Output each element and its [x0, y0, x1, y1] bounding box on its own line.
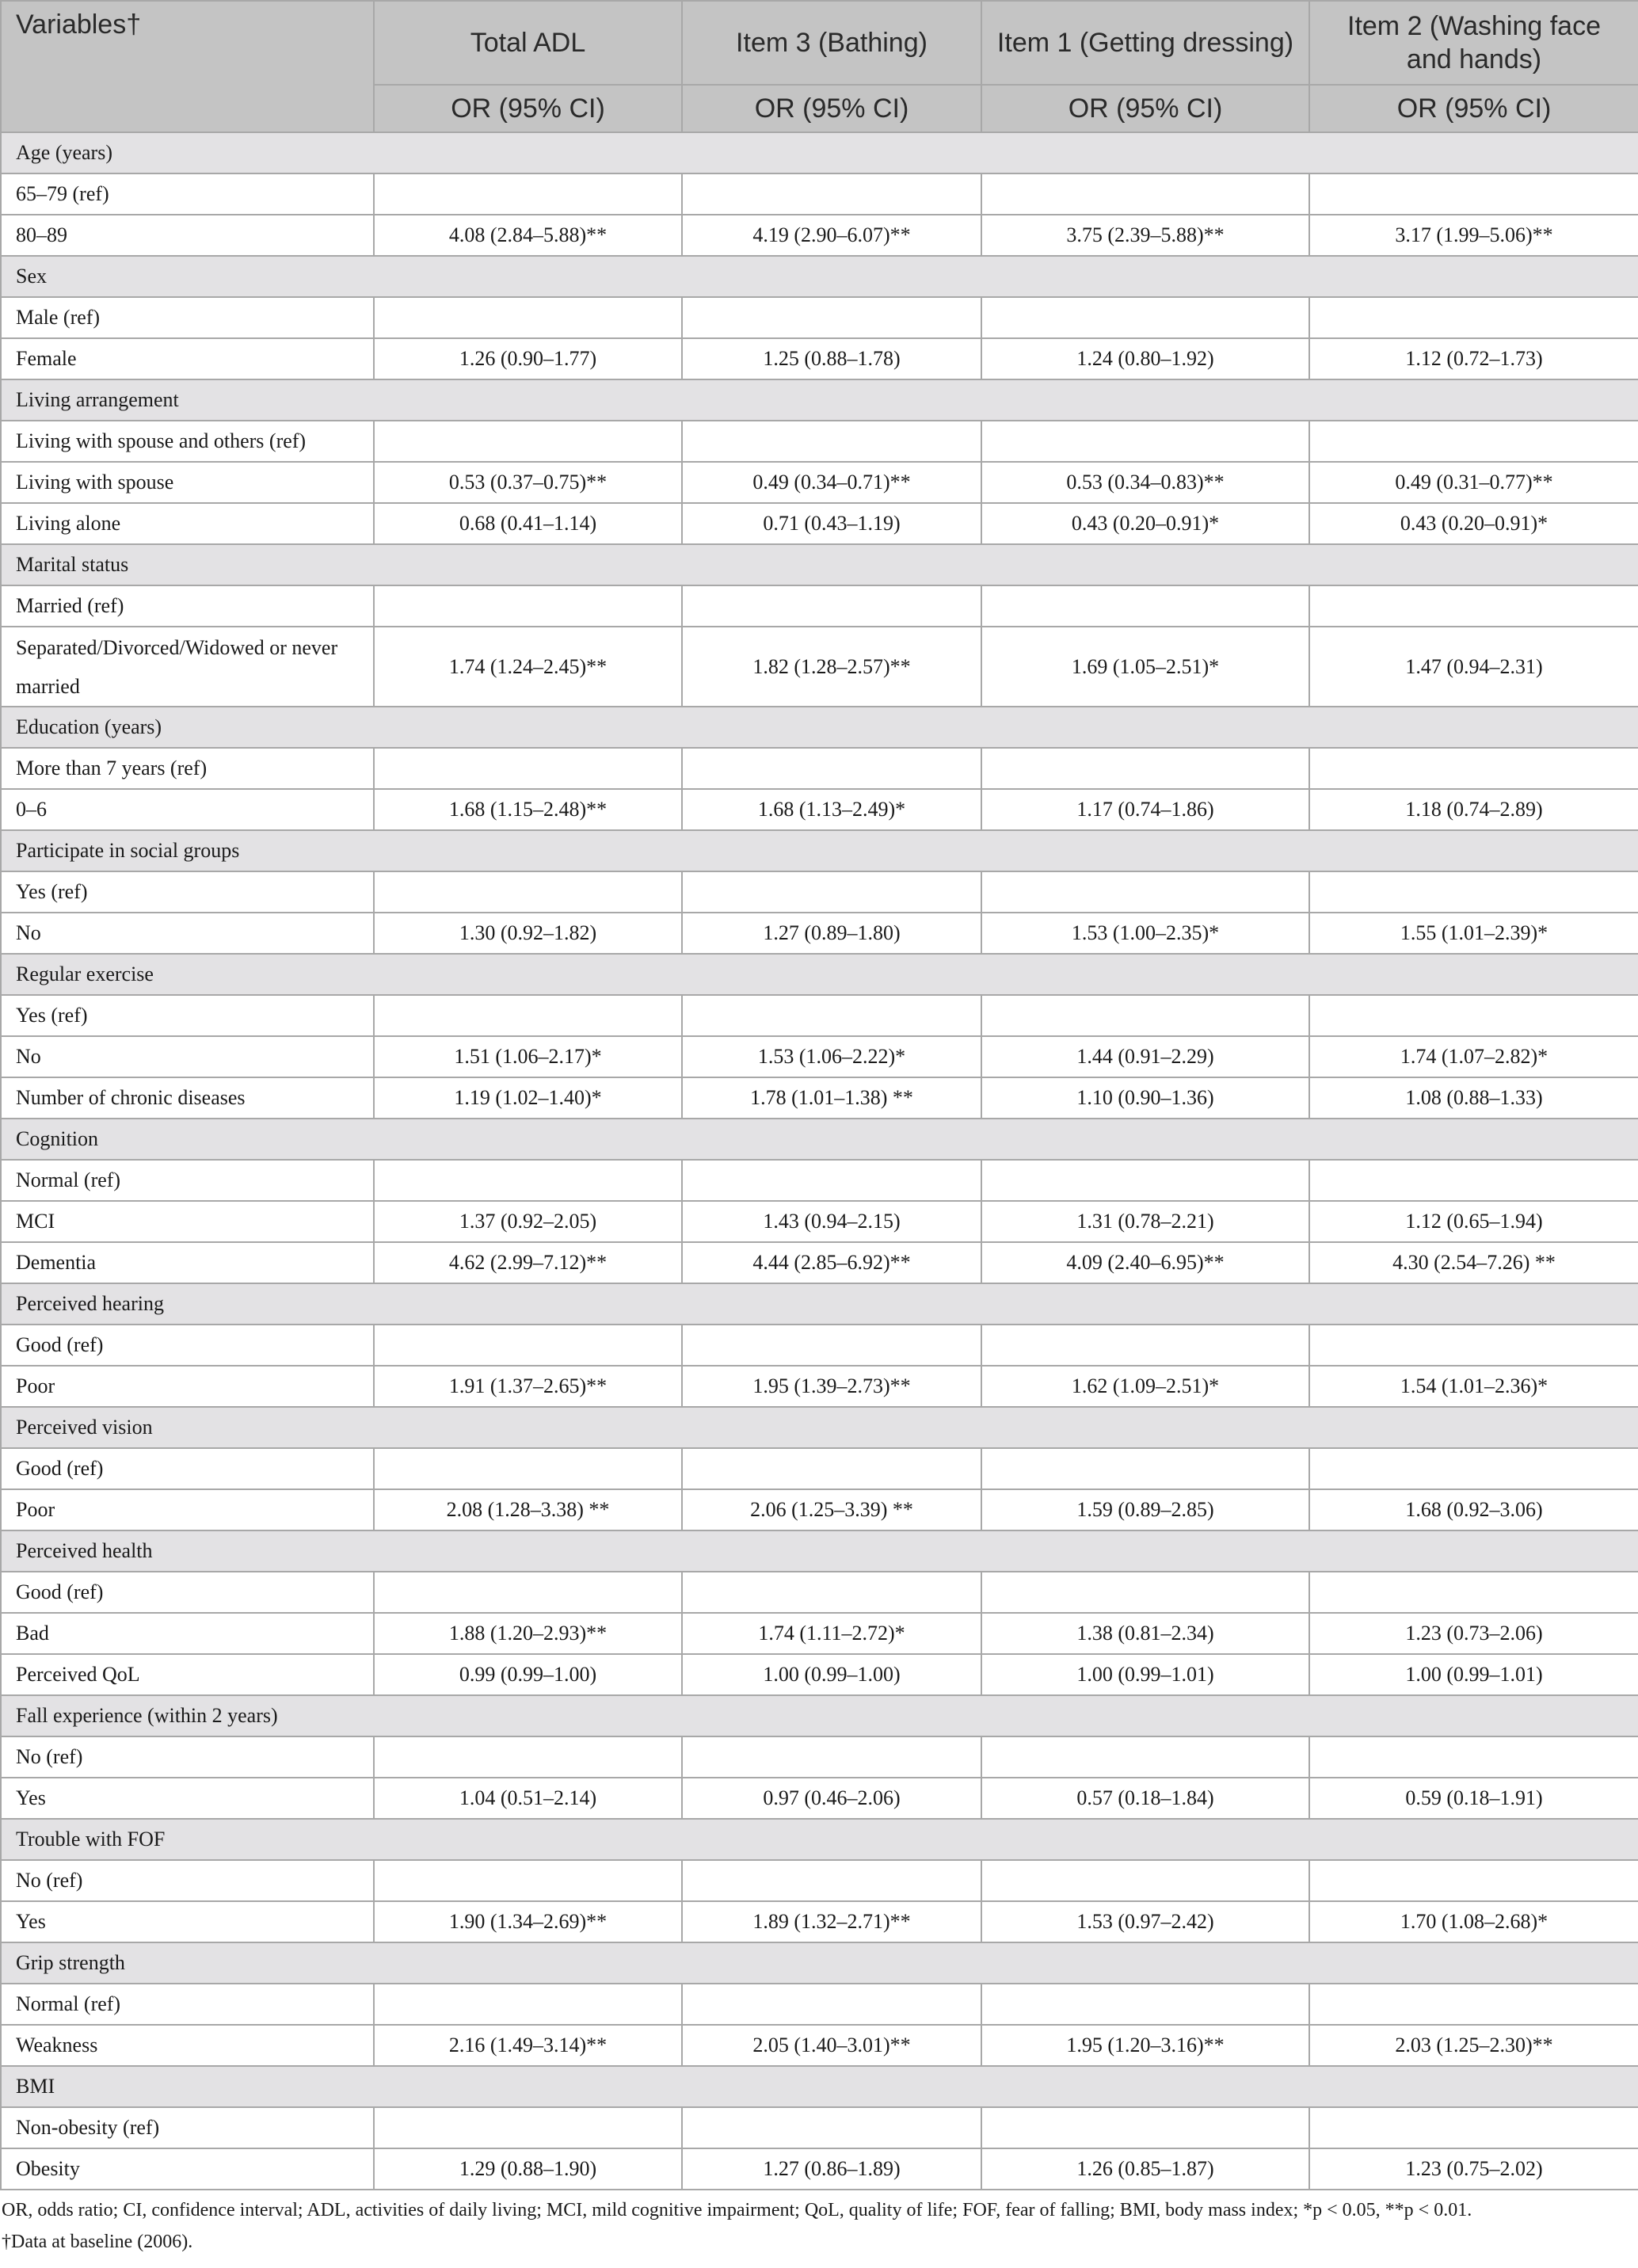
- table-row: [1, 1489, 1638, 1530]
- table-row: [1, 1036, 1638, 1077]
- or-value-cell: [1309, 1736, 1638, 1778]
- table-row: [1, 1201, 1638, 1242]
- row-label: Living with spouse and others (ref): [1, 421, 374, 462]
- or-value-cell: [374, 2107, 682, 2148]
- group-label: Perceived hearing: [1, 1283, 1638, 1325]
- or-value-cell: 1.08 (0.88–1.33): [1309, 1077, 1638, 1119]
- or-value-cell: 1.19 (1.02–1.40)*: [374, 1077, 682, 1119]
- variables-header: Variables†: [1, 1, 374, 132]
- footnote-abbreviations: OR, odds ratio; CI, confidence interval; ADL, activities of daily living; MCI, mild cognitive impairment; QoL, quality of life; FOF, fear of falling; BMI, body mass index; *p < 0.05, **p < 0.01.: [2, 2200, 1472, 2220]
- table-row: [1, 1448, 1638, 1489]
- or-value-cell: 4.09 (2.40–6.95)**: [981, 1242, 1309, 1283]
- or-value-cell: 0.57 (0.18–1.84): [981, 1778, 1309, 1819]
- group-label: Education (years): [1, 707, 1638, 748]
- group-label: Participate in social groups: [1, 830, 1638, 871]
- or-value-cell: [682, 1572, 981, 1613]
- column-header-getting-dressing: Item 1 (Getting dressing): [981, 1, 1309, 85]
- table-row: [1, 297, 1638, 338]
- or-value-cell: [374, 173, 682, 215]
- row-label: Yes: [1, 1901, 374, 1942]
- group-row: [1, 544, 1638, 585]
- or-value-cell: 1.04 (0.51–2.14): [374, 1778, 682, 1819]
- or-value-cell: 0.49 (0.34–0.71)**: [682, 462, 981, 503]
- column-header-bathing: Item 3 (Bathing): [682, 1, 981, 85]
- group-row: [1, 379, 1638, 421]
- table-row: [1, 1613, 1638, 1654]
- group-row: [1, 1283, 1638, 1325]
- or-value-cell: 1.25 (0.88–1.78): [682, 338, 981, 379]
- or-value-cell: 2.03 (1.25–2.30)**: [1309, 2025, 1638, 2066]
- row-label: No: [1, 913, 374, 954]
- or-value-cell: 0.53 (0.34–0.83)**: [981, 462, 1309, 503]
- row-label: No: [1, 1036, 374, 1077]
- row-label: 80–89: [1, 215, 374, 256]
- or-value-cell: 1.12 (0.72–1.73): [1309, 338, 1638, 379]
- or-value-cell: 4.62 (2.99–7.12)**: [374, 1242, 682, 1283]
- or-value-cell: [1309, 173, 1638, 215]
- row-label: Poor: [1, 1366, 374, 1407]
- group-row: [1, 1407, 1638, 1448]
- or-value-cell: 1.12 (0.65–1.94): [1309, 1201, 1638, 1242]
- or-value-cell: 1.23 (0.73–2.06): [1309, 1613, 1638, 1654]
- table-header: [1, 1, 1638, 132]
- or-value-cell: [374, 871, 682, 913]
- column-header-washing-face-hands: Item 2 (Washing face and hands): [1309, 1, 1638, 85]
- or-value-cell: [374, 748, 682, 789]
- or-value-cell: 1.88 (1.20–2.93)**: [374, 1613, 682, 1654]
- row-label: MCI: [1, 1201, 374, 1242]
- or-value-cell: [682, 173, 981, 215]
- row-label: No (ref): [1, 1860, 374, 1901]
- or-value-cell: 1.17 (0.74–1.86): [981, 789, 1309, 830]
- or-value-cell: 0.99 (0.99–1.00): [374, 1654, 682, 1695]
- or-value-cell: [981, 173, 1309, 215]
- group-row: [1, 132, 1638, 173]
- or-value-cell: [1309, 748, 1638, 789]
- or-value-cell: [1309, 871, 1638, 913]
- row-label: Married (ref): [1, 585, 374, 627]
- or-value-cell: 1.29 (0.88–1.90): [374, 2148, 682, 2190]
- table-row: [1, 1860, 1638, 1901]
- table-row: [1, 871, 1638, 913]
- or-value-cell: [1309, 585, 1638, 627]
- table-row: [1, 421, 1638, 462]
- or-value-cell: 1.23 (0.75–2.02): [1309, 2148, 1638, 2190]
- table-row: [1, 1654, 1638, 1695]
- or-value-cell: 1.53 (0.97–2.42): [981, 1901, 1309, 1942]
- or-value-cell: 2.16 (1.49–3.14)**: [374, 2025, 682, 2066]
- or-value-cell: 0.68 (0.41–1.14): [374, 503, 682, 544]
- or-value-cell: 1.59 (0.89–2.85): [981, 1489, 1309, 1530]
- or-value-cell: [981, 421, 1309, 462]
- or-value-cell: 1.74 (1.24–2.45)**: [374, 627, 682, 707]
- group-label: Living arrangement: [1, 379, 1638, 421]
- row-label: Good (ref): [1, 1572, 374, 1613]
- or-value-cell: 0.43 (0.20–0.91)*: [1309, 503, 1638, 544]
- table-row: [1, 2107, 1638, 2148]
- or-value-cell: 1.10 (0.90–1.36): [981, 1077, 1309, 1119]
- row-label: Living with spouse: [1, 462, 374, 503]
- table-row: [1, 338, 1638, 379]
- or-value-cell: 2.06 (1.25–3.39) **: [682, 1489, 981, 1530]
- or-value-cell: [374, 1736, 682, 1778]
- or-value-cell: 1.82 (1.28–2.57)**: [682, 627, 981, 707]
- footnote-baseline: †Data at baseline (2006).: [2, 2232, 193, 2252]
- or-value-cell: 1.27 (0.89–1.80): [682, 913, 981, 954]
- or-value-cell: [981, 871, 1309, 913]
- table-row: [1, 503, 1638, 544]
- row-label: Good (ref): [1, 1325, 374, 1366]
- or-value-cell: [981, 585, 1309, 627]
- or-value-cell: 1.89 (1.32–2.71)**: [682, 1901, 981, 1942]
- or-value-cell: 1.53 (1.00–2.35)*: [981, 913, 1309, 954]
- or-value-cell: 1.51 (1.06–2.17)*: [374, 1036, 682, 1077]
- row-label: Poor: [1, 1489, 374, 1530]
- group-row: [1, 1695, 1638, 1736]
- or-value-cell: [1309, 1572, 1638, 1613]
- row-label: More than 7 years (ref): [1, 748, 374, 789]
- or-value-cell: [374, 1325, 682, 1366]
- or-value-cell: [374, 1448, 682, 1489]
- table-row: [1, 1984, 1638, 2025]
- or-value-cell: 1.68 (0.92–3.06): [1309, 1489, 1638, 1530]
- row-label: Normal (ref): [1, 1160, 374, 1201]
- or-value-cell: [1309, 421, 1638, 462]
- or-value-cell: 0.53 (0.37–0.75)**: [374, 462, 682, 503]
- or-value-cell: 1.91 (1.37–2.65)**: [374, 1366, 682, 1407]
- or-value-cell: 0.49 (0.31–0.77)**: [1309, 462, 1638, 503]
- table-row: [1, 1736, 1638, 1778]
- group-row: [1, 1819, 1638, 1860]
- row-label: Separated/Divorced/Widowed or never married: [1, 627, 374, 707]
- or-value-cell: 0.97 (0.46–2.06): [682, 1778, 981, 1819]
- group-label: Cognition: [1, 1119, 1638, 1160]
- or-value-cell: 4.44 (2.85–6.92)**: [682, 1242, 981, 1283]
- or-value-cell: [1309, 1448, 1638, 1489]
- or-value-cell: [682, 748, 981, 789]
- or-value-cell: 1.00 (0.99–1.01): [981, 1654, 1309, 1695]
- or-value-cell: [682, 871, 981, 913]
- or-value-cell: [981, 995, 1309, 1036]
- group-label: Trouble with FOF: [1, 1819, 1638, 1860]
- or-value-cell: 1.24 (0.80–1.92): [981, 338, 1309, 379]
- or-value-cell: 1.62 (1.09–2.51)*: [981, 1366, 1309, 1407]
- row-label: Yes (ref): [1, 995, 374, 1036]
- or-value-cell: 4.08 (2.84–5.88)**: [374, 215, 682, 256]
- or-value-cell: [1309, 1860, 1638, 1901]
- or-value-cell: [374, 1860, 682, 1901]
- or-value-cell: 1.95 (1.20–3.16)**: [981, 2025, 1309, 2066]
- or-value-cell: [682, 421, 981, 462]
- or-value-cell: 4.19 (2.90–6.07)**: [682, 215, 981, 256]
- or-value-cell: [374, 297, 682, 338]
- or-value-cell: [682, 1325, 981, 1366]
- or-value-cell: 1.30 (0.92–1.82): [374, 913, 682, 954]
- or-value-cell: [981, 2107, 1309, 2148]
- or-value-cell: 3.17 (1.99–5.06)**: [1309, 215, 1638, 256]
- table-row: [1, 1572, 1638, 1613]
- or-value-cell: 1.27 (0.86–1.89): [682, 2148, 981, 2190]
- or-value-cell: 1.54 (1.01–2.36)*: [1309, 1366, 1638, 1407]
- row-label: Number of chronic diseases: [1, 1077, 374, 1119]
- or-value-cell: 2.05 (1.40–3.01)**: [682, 2025, 981, 2066]
- or-value-cell: [981, 297, 1309, 338]
- subheader-or-ci: OR (95% CI): [682, 85, 981, 132]
- or-value-cell: [1309, 2107, 1638, 2148]
- or-value-cell: [682, 995, 981, 1036]
- table-row: [1, 1077, 1638, 1119]
- row-label: Weakness: [1, 2025, 374, 2066]
- or-value-cell: [981, 1325, 1309, 1366]
- or-value-cell: 1.95 (1.39–2.73)**: [682, 1366, 981, 1407]
- subheader-or-ci: OR (95% CI): [981, 85, 1309, 132]
- or-value-cell: 0.71 (0.43–1.19): [682, 503, 981, 544]
- or-value-cell: [682, 297, 981, 338]
- or-value-cell: [682, 2107, 981, 2148]
- table-row: [1, 1366, 1638, 1407]
- or-value-cell: [1309, 1160, 1638, 1201]
- table-row: [1, 627, 1638, 707]
- table-row: [1, 1242, 1638, 1283]
- group-label: Perceived vision: [1, 1407, 1638, 1448]
- or-value-cell: 1.26 (0.90–1.77): [374, 338, 682, 379]
- or-value-cell: 1.00 (0.99–1.01): [1309, 1654, 1638, 1695]
- row-label: Normal (ref): [1, 1984, 374, 2025]
- group-row: [1, 256, 1638, 297]
- or-value-cell: 1.74 (1.11–2.72)*: [682, 1613, 981, 1654]
- or-value-cell: [374, 421, 682, 462]
- or-value-cell: 2.08 (1.28–3.38) **: [374, 1489, 682, 1530]
- group-label: Perceived health: [1, 1530, 1638, 1572]
- or-value-cell: 1.47 (0.94–2.31): [1309, 627, 1638, 707]
- or-value-cell: [374, 1160, 682, 1201]
- or-value-cell: 1.68 (1.13–2.49)*: [682, 789, 981, 830]
- row-label: Dementia: [1, 1242, 374, 1283]
- or-value-cell: [682, 1160, 981, 1201]
- row-label: Female: [1, 338, 374, 379]
- group-label: BMI: [1, 2066, 1638, 2107]
- or-value-cell: 1.69 (1.05–2.51)*: [981, 627, 1309, 707]
- group-row: [1, 954, 1638, 995]
- or-value-cell: 1.31 (0.78–2.21): [981, 1201, 1309, 1242]
- table-row: [1, 1778, 1638, 1819]
- table-body: [1, 132, 1638, 2190]
- group-row: [1, 2066, 1638, 2107]
- row-label: Bad: [1, 1613, 374, 1654]
- table-row: [1, 995, 1638, 1036]
- row-label: Yes: [1, 1778, 374, 1819]
- group-row: [1, 830, 1638, 871]
- or-value-cell: 3.75 (2.39–5.88)**: [981, 215, 1309, 256]
- or-value-cell: 1.55 (1.01–2.39)*: [1309, 913, 1638, 954]
- or-value-cell: 1.90 (1.34–2.69)**: [374, 1901, 682, 1942]
- or-value-cell: 1.44 (0.91–2.29): [981, 1036, 1309, 1077]
- row-label: Yes (ref): [1, 871, 374, 913]
- group-row: [1, 1530, 1638, 1572]
- table-footnotes: [0, 2194, 1638, 2258]
- header-row: [1, 1, 1638, 85]
- table-row: [1, 1160, 1638, 1201]
- or-value-cell: 1.18 (0.74–2.89): [1309, 789, 1638, 830]
- or-value-cell: 1.68 (1.15–2.48)**: [374, 789, 682, 830]
- or-value-cell: [981, 748, 1309, 789]
- or-value-cell: [981, 1448, 1309, 1489]
- or-value-cell: [374, 1572, 682, 1613]
- or-value-cell: 0.59 (0.18–1.91): [1309, 1778, 1638, 1819]
- or-value-cell: [682, 1448, 981, 1489]
- or-value-cell: [1309, 1984, 1638, 2025]
- or-value-cell: [981, 1984, 1309, 2025]
- table-row: [1, 462, 1638, 503]
- or-value-cell: 0.43 (0.20–0.91)*: [981, 503, 1309, 544]
- group-row: [1, 707, 1638, 748]
- row-label: Perceived QoL: [1, 1654, 374, 1695]
- row-label: Good (ref): [1, 1448, 374, 1489]
- or-value-cell: [1309, 995, 1638, 1036]
- group-row: [1, 1119, 1638, 1160]
- row-label: 0–6: [1, 789, 374, 830]
- row-label: Male (ref): [1, 297, 374, 338]
- or-value-cell: [1309, 1325, 1638, 1366]
- or-value-cell: [682, 1860, 981, 1901]
- table-row: [1, 2025, 1638, 2066]
- column-header-total-adl: Total ADL: [374, 1, 682, 85]
- or-value-cell: 1.53 (1.06–2.22)*: [682, 1036, 981, 1077]
- or-value-cell: [682, 1736, 981, 1778]
- table-row: [1, 748, 1638, 789]
- row-label: No (ref): [1, 1736, 374, 1778]
- or-value-cell: [1309, 297, 1638, 338]
- or-value-cell: 1.74 (1.07–2.82)*: [1309, 1036, 1638, 1077]
- group-row: [1, 1942, 1638, 1984]
- table-row: [1, 1325, 1638, 1366]
- group-label: Age (years): [1, 132, 1638, 173]
- or-value-cell: [374, 585, 682, 627]
- or-value-cell: [981, 1860, 1309, 1901]
- group-label: Fall experience (within 2 years): [1, 1695, 1638, 1736]
- table-row: [1, 585, 1638, 627]
- row-label: Living alone: [1, 503, 374, 544]
- row-label: Obesity: [1, 2148, 374, 2190]
- group-label: Sex: [1, 256, 1638, 297]
- or-value-cell: [981, 1572, 1309, 1613]
- or-value-cell: 4.30 (2.54–7.26) **: [1309, 1242, 1638, 1283]
- or-value-cell: [981, 1736, 1309, 1778]
- table-row: [1, 913, 1638, 954]
- group-label: Regular exercise: [1, 954, 1638, 995]
- or-value-cell: 1.43 (0.94–2.15): [682, 1201, 981, 1242]
- or-value-cell: 1.78 (1.01–1.38) **: [682, 1077, 981, 1119]
- row-label: Non-obesity (ref): [1, 2107, 374, 2148]
- table-row: [1, 789, 1638, 830]
- subheader-or-ci: OR (95% CI): [1309, 85, 1638, 132]
- table-row: [1, 215, 1638, 256]
- table-row: [1, 1901, 1638, 1942]
- subheader-or-ci: OR (95% CI): [374, 85, 682, 132]
- or-value-cell: 1.70 (1.08–2.68)*: [1309, 1901, 1638, 1942]
- group-label: Grip strength: [1, 1942, 1638, 1984]
- or-value-cell: 1.26 (0.85–1.87): [981, 2148, 1309, 2190]
- or-value-cell: [682, 1984, 981, 2025]
- or-value-cell: [374, 1984, 682, 2025]
- or-value-cell: 1.37 (0.92–2.05): [374, 1201, 682, 1242]
- or-value-cell: 1.00 (0.99–1.00): [682, 1654, 981, 1695]
- row-label: 65–79 (ref): [1, 173, 374, 215]
- or-value-cell: [682, 585, 981, 627]
- or-value-cell: [981, 1160, 1309, 1201]
- or-value-cell: [374, 995, 682, 1036]
- or-value-cell: 1.38 (0.81–2.34): [981, 1613, 1309, 1654]
- group-label: Marital status: [1, 544, 1638, 585]
- table-row: [1, 2148, 1638, 2190]
- table-row: [1, 173, 1638, 215]
